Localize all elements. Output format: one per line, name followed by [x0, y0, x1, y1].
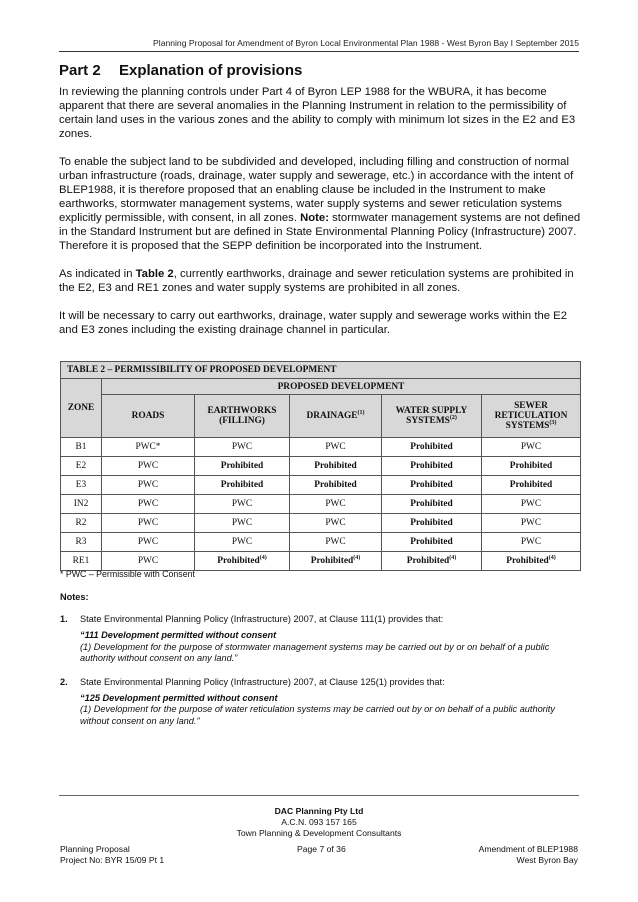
- header-rule: [59, 51, 579, 52]
- col-header-sewer: SEWER RETICULATION SYSTEMS$^{(3)}$: [482, 395, 581, 438]
- running-header: Planning Proposal for Amendment of Byron Local Environmental Plan 1988 - West Byron Bay I September 2015: [153, 38, 579, 48]
- note-quote: [80, 693, 582, 728]
- table-caption: TABLE 2 – PERMISSIBILITY OF PROPOSED DEVELOPMENT: [61, 362, 581, 379]
- section-title: Explanation of provisions: [119, 62, 303, 79]
- cell-earthworks: Prohibited$^{(4)}$: [195, 552, 290, 571]
- footer-project-no: Project No: BYR 15/09 Pt 1: [60, 855, 165, 865]
- zone-cell: R3: [61, 533, 102, 552]
- footer-right: [479, 844, 578, 866]
- footer-doc-title: Amendment of BLEP1988: [478, 844, 578, 854]
- cell-roads: PWC: [102, 533, 195, 552]
- cell-water: Prohibited$^{(4)}$: [382, 552, 482, 571]
- zone-cell: R2: [61, 514, 102, 533]
- col-header-earthworks: EARTHWORKS (FILLING): [195, 395, 290, 438]
- cell-sewer: PWC: [482, 514, 581, 533]
- paragraph-text: , currently earthworks, drainage and sewer reticulation systems are prohibited in the E2, E3 and RE1 zones and water supply systems are prohibited in all zones.: [59, 268, 574, 294]
- table-row: [61, 438, 581, 457]
- footer-left: [60, 844, 164, 866]
- cell-earthworks: Prohibited: [195, 457, 290, 476]
- cell-roads: PWC: [102, 514, 195, 533]
- quote-title: “111 Development permitted without consent: [80, 630, 277, 640]
- cell-roads: PWC: [102, 457, 195, 476]
- cell-roads: PWC: [102, 552, 195, 571]
- cell-earthworks: PWC: [195, 514, 290, 533]
- paragraph-text: To enable the subject land to be subdivided and developed, including filling and construction of normal urban infrastructure (roads, drainage, water supply and sewerage, etc.) in accordance with the intent of BLEP1988, it is therefore proposed that an enabling clause be included in the Instrument to make earthworks, stormwater management systems, water supply systems and sewer reticulation systems explicitly permissible, with consent, in all zones.: [59, 156, 574, 224]
- cell-water: Prohibited: [382, 457, 482, 476]
- company-acn: A.C.N. 093 157 165: [281, 817, 357, 827]
- col-header-roads: ROADS: [102, 395, 195, 438]
- zone-cell: B1: [61, 438, 102, 457]
- note-item: [60, 677, 582, 687]
- paragraph: In reviewing the planning controls under Part 4 of Byron LEP 1988 for the WBURA, it has become apparent that there are several anomalies in the Planning Instrument in relation to the permissibility of certain land uses in the various zones and the ability to comply with minimum lot sizes in the E2 and E3 zones.: [59, 86, 576, 140]
- cell-sewer: PWC: [482, 495, 581, 514]
- cell-water: Prohibited: [382, 514, 482, 533]
- note-label: Note:: [300, 212, 329, 224]
- section-heading: [59, 62, 582, 79]
- zone-cell: E2: [61, 457, 102, 476]
- section-body: [59, 62, 582, 351]
- paragraph-text: As indicated in: [59, 268, 136, 280]
- section-number: Part 2: [59, 62, 101, 79]
- table-row: [61, 476, 581, 495]
- cell-drainage: Prohibited$^{(4)}$: [290, 552, 382, 571]
- cell-sewer: Prohibited: [482, 457, 581, 476]
- paragraph: [59, 155, 582, 253]
- cell-drainage: Prohibited: [290, 476, 382, 495]
- footer-location: West Byron Bay: [516, 855, 578, 865]
- table-row: [61, 552, 581, 571]
- note-text: State Environmental Planning Policy (Infrastructure) 2007, at Clause 111(1) provides that:: [80, 614, 444, 624]
- paragraph: [59, 267, 582, 295]
- cell-water: Prohibited: [382, 476, 482, 495]
- zone-cell: RE1: [61, 552, 102, 571]
- cell-roads: PWC: [102, 476, 195, 495]
- cell-roads: PWC: [102, 495, 195, 514]
- note-quote: [80, 630, 582, 665]
- paragraph: It will be necessary to carry out earthworks, drainage, water supply and sewerage works within the E2 and E3 zones including the existing drainage channel in particular.: [59, 310, 567, 336]
- cell-drainage: PWC: [290, 514, 382, 533]
- cell-drainage: PWC: [290, 438, 382, 457]
- note-text: State Environmental Planning Policy (Infrastructure) 2007, at Clause 125(1) provides that:: [80, 676, 445, 687]
- footer-doc-type: Planning Proposal: [60, 844, 130, 854]
- cell-water: Prohibited: [382, 533, 482, 552]
- company-tagline: Town Planning & Development Consultants: [236, 828, 402, 838]
- cell-earthworks: PWC: [195, 495, 290, 514]
- table-footnote: * PWC – Permissible with Consent: [60, 569, 195, 579]
- footer-company-block: [0, 806, 638, 839]
- cell-sewer: PWC: [482, 533, 581, 552]
- quote-body: (1) Development for the purpose of stormwater management systems may be carried out by or on behalf of a public authority without consent on any land.”: [80, 641, 550, 663]
- cell-sewer: PWC: [482, 438, 581, 457]
- table-reference: Table 2: [135, 268, 174, 280]
- col-header-drainage: DRAINAGE$^{(1)}$: [290, 395, 382, 438]
- cell-water: Prohibited: [382, 495, 482, 514]
- paragraph-text: stormwater management systems are not defined in the Standard Instrument but are defined in State Environmental Planning Policy (Infrastructure) 2007. Therefore it is proposed that the SEPP definition be incorporated into the Instrument.: [59, 212, 581, 252]
- table-body: [61, 438, 581, 571]
- footer-row: [60, 844, 578, 866]
- permissibility-table: [60, 361, 581, 571]
- cell-sewer: Prohibited$^{(4)}$: [482, 552, 581, 571]
- col-header-water-supply: WATER SUPPLY SYSTEMS$^{(2)}$: [382, 395, 482, 438]
- zone-cell: IN2: [61, 495, 102, 514]
- quote-body: (1) Development for the purpose of water reticulation systems may be carried out by or on behalf of a public authority without consent on any land.”: [80, 704, 555, 726]
- quote-title: “125 Development permitted without consent: [80, 692, 278, 703]
- zone-header: ZONE: [61, 379, 102, 438]
- cell-roads: PWC*: [102, 438, 195, 457]
- cell-drainage: PWC: [290, 533, 382, 552]
- cell-drainage: PWC: [290, 495, 382, 514]
- cell-sewer: Prohibited: [482, 476, 581, 495]
- cell-water: Prohibited: [382, 438, 482, 457]
- group-header: PROPOSED DEVELOPMENT: [102, 379, 581, 395]
- note-number: 2.: [60, 676, 68, 687]
- note-number: 1.: [60, 614, 68, 624]
- table-row: [61, 457, 581, 476]
- table-row: [61, 514, 581, 533]
- zone-cell: E3: [61, 476, 102, 495]
- cell-drainage: Prohibited: [290, 457, 382, 476]
- table-row: [61, 533, 581, 552]
- page-number: Page 7 of 36: [297, 844, 346, 854]
- notes-section: [60, 592, 582, 739]
- notes-title: Notes:: [60, 592, 89, 602]
- cell-earthworks: PWC: [195, 533, 290, 552]
- company-name: DAC Planning Pty Ltd: [274, 806, 364, 816]
- table-row: [61, 495, 581, 514]
- cell-earthworks: Prohibited: [195, 476, 290, 495]
- cell-earthworks: PWC: [195, 438, 290, 457]
- footer-rule: [59, 795, 579, 796]
- note-item: [60, 614, 582, 624]
